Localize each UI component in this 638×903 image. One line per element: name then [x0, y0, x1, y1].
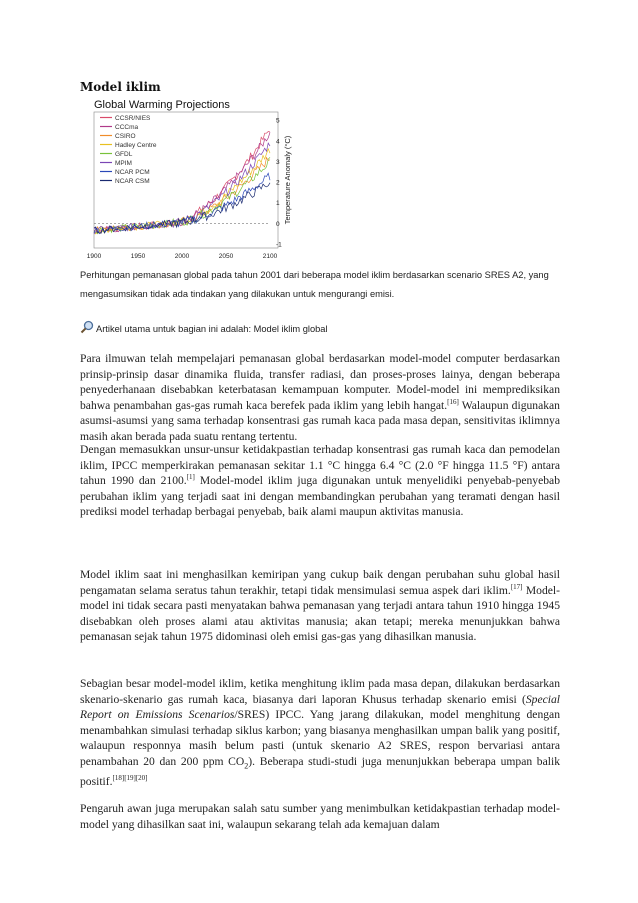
legend-entry: CSIRO — [115, 133, 136, 140]
paragraph-text: Model-model iklim juga digunakan untuk menyelidiki penyebab-penyebab perubahan iklim yang terjadi saat ini dengan membandingkan perubahan yang teramati dengan hasil prediksi model terhadap berbagai penyebab, baik alami maupun aktivitas manusia. — [80, 474, 560, 519]
citation-link[interactable]: [1] — [186, 473, 195, 482]
paragraph-text: ). Beberapa studi-studi juga menunjukkan beberapa umpan balik positif. — [80, 754, 560, 788]
x-tick-label: 1900 — [86, 253, 102, 260]
figure-caption: Perhitungan pemanasan global pada tahun 2001 dari beberapa model iklim berdasarkan scenario SRES A2, yang mengasumsikan tidak ada tindakan yang dilakukan untuk mengurangi emisi. — [80, 270, 549, 299]
paragraph-text: Para ilmuwan telah mempelajari pemanasan global berdasarkan model-model computer berdasarkan prinsip-prinsip dasar dinamika fluida, transfer radiasi, dan proses-proses lainya, dengan beberapa penyederhanaan disebabkan keterbatasan kemampuan komputer. Model-model ini memprediksikan bahwa penambahan gas-gas rumah kaca berefek pada iklim yang lebih hangat. — [80, 352, 560, 412]
report-title-italic: Special Report on Emissions Scenarios — [80, 692, 560, 722]
y-tick-label: 1 — [276, 200, 280, 208]
y-tick-label: 5 — [276, 117, 280, 125]
paragraph-1 — [80, 351, 560, 445]
legend-entry: NCAR PCM — [115, 169, 150, 176]
main-article-text: Artikel utama untuk bagian ini adalah: Model iklim global — [96, 324, 328, 334]
legend-entry: Hadley Centre — [115, 142, 157, 149]
x-tick-label: 2100 — [262, 253, 278, 260]
paragraph-text: Model-model ini tidak secara pasti menyatakan bahwa pemanasan yang terjadi antara tahun 1910 hingga 1945 disebabkan oleh proses alami atau aktivitas manusia; akan tetapi; mereka menunjukkan bahwa pemanasan sejak tahun 1975 didominasi oleh emisi gas-gas yang dihasilkan manusia. — [80, 583, 560, 644]
legend-entry: CCSR/NIES — [115, 115, 151, 122]
y-tick-label: 2 — [276, 179, 280, 187]
paragraph-text: Sebagian besar model-model iklim, ketika menghitung iklim pada masa depan, dilakukan berdasarkan skenario-skenario gas rumah kaca, biasanya dari laporan Khusus terhadap skenario emisi ( — [80, 677, 560, 706]
citation-link[interactable]: [17] — [510, 582, 523, 591]
citation-link[interactable]: [18][19][20] — [112, 774, 148, 783]
section-heading: Model iklim — [80, 80, 161, 94]
paragraph-2 — [80, 442, 560, 520]
legend-entry: NCAR CSM — [115, 178, 150, 185]
paragraph-4 — [80, 676, 560, 789]
paragraph-text: Walaupun digunakan asumsi-asumsi yang sama terhadap konsentrasi gas rumah kaca pada masa depan, sensitivitas iklimnya masih akan berada pada suatu rentang tertentu. — [80, 398, 560, 443]
legend-entry: CCCma — [115, 124, 139, 131]
magnifier-icon — [80, 320, 94, 334]
figure-title: Global Warming Projections — [94, 99, 230, 111]
global-warming-chart — [80, 98, 292, 261]
legend-entry: MPIM — [115, 160, 132, 167]
legend-entry: GFDL — [115, 151, 133, 158]
global-warming-figure — [80, 98, 292, 261]
paragraph-text: Pengaruh awan juga merupakan salah satu sumber yang menimbulkan ketidakpastian terhadap model-model yang dihasilkan saat ini, walaupun sekarang telah ada kemajuan dalam — [80, 802, 560, 831]
paragraph-text: /SRES) IPCC. Yang jarang dilakukan, model menghitung dengan menambahkan simulasi terhadap siklus karbon; yang biasanya menghasilkan umpan balik yang positif, walaupun responnya masih belum pasti (untuk skenario A2 SRES, respon bervariasi antara penambahan 20 dan 200 ppm CO — [80, 708, 560, 768]
y-tick-label: -1 — [276, 241, 282, 249]
figure-ylabel: Temperature Anomaly (°C) — [283, 135, 292, 225]
paragraph-text: Model iklim saat ini menghasilkan kemiripan yang cukup baik dengan perubahan suhu global hasil pengamatan selama seratus tahun terakhir, tetapi tidak mensimulasi semua aspek dari iklim. — [80, 568, 560, 597]
x-tick-label: 2000 — [174, 253, 190, 260]
y-tick-label: 4 — [276, 138, 280, 146]
y-tick-label: 0 — [276, 220, 280, 228]
paragraph-5 — [80, 801, 560, 832]
x-tick-label: 2050 — [218, 253, 234, 260]
y-tick-label: 3 — [276, 158, 280, 166]
subscript: 2 — [244, 761, 249, 771]
main-article-note[interactable] — [80, 312, 328, 334]
x-tick-label: 1950 — [130, 253, 146, 260]
paragraph-text: Dengan memasukkan unsur-unsur ketidakpastian terhadap konsentrasi gas rumah kaca dan pemodelan iklim, IPCC memperkirakan pemanasan sekitar 1.1 °C hingga 6.4 °C (2.0 °F hingga 11.5 °F) antara tahun 1990 dan 2100. — [80, 443, 560, 488]
citation-link[interactable]: [16] — [447, 397, 459, 406]
paragraph-3 — [80, 567, 560, 645]
